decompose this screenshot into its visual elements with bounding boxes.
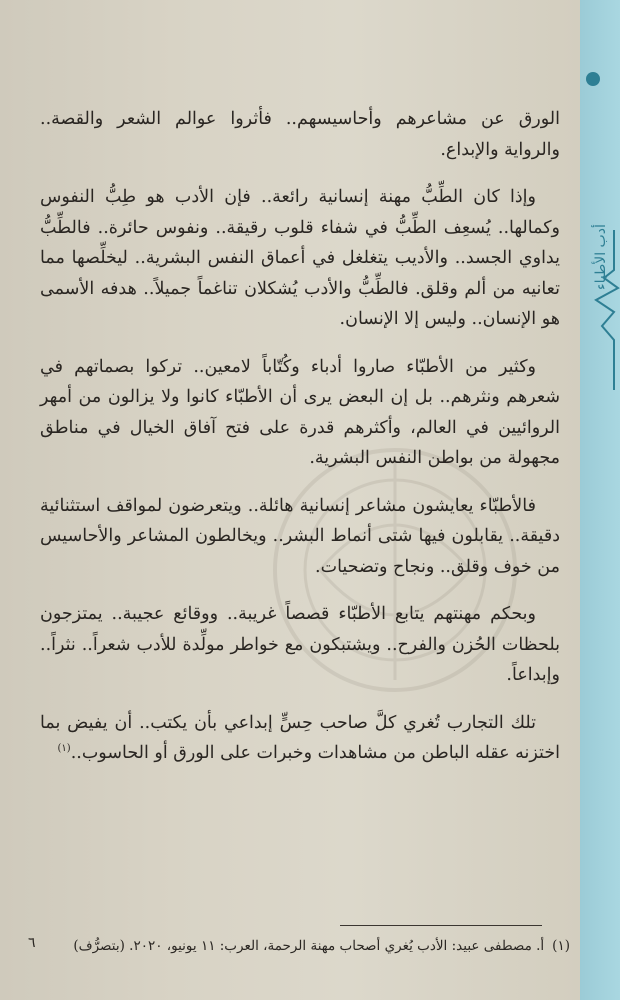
paragraph-3: وكثير من الأطبّاء صاروا أدباء وكُتّاباً لامعين.. تركوا بصماتهم في شعرهم ونثرهم.. بل إن البعض يرى أن الأطبّاء كانوا ولا يزالون من أمهر الروائيين في العالم، وأكثرهم قدرة على فتح آفاق الخيال في مناطق مجهولة من بواطن النفس البشرية.	[40, 356, 560, 468]
paragraph-6	[40, 708, 560, 769]
paragraph-2: وإذا كان الطِّبُّ مهنة إنسانية رائعة.. فإن الأدب هو طِبُّ النفوس وكمالها.. يُسعِف الطِّبُّ في شفاء قلوب رقيقة.. ونفوس حائرة.. فالطِّبُّ يداوي الجسد.. والأديب يتغلغل في أعماق النفس البشرية.. ليخلِّصها مما تعانيه من ألم وقلق. فالطِّبُّ والأدب يُشكلان تناغماً جميلاً.. هدفه الأسمى هو الإنسان.. وليس إلا الإنسان.	[40, 187, 560, 329]
footnote	[40, 935, 570, 957]
paragraph-6-text: تلك التجارب تُغري كلَّ صاحب حِسٍّ إبداعي بأن يكتب.. أن يفيض بما اختزنه عقله الباطن من مشاهدات وخبرات على الورق أو الحاسوب..	[40, 712, 560, 763]
footnote-number: (١)	[552, 938, 570, 954]
page-number: ٦	[28, 935, 36, 951]
footnote-reference: (١)	[57, 743, 71, 755]
footnote-divider	[340, 925, 542, 926]
heartbeat-line-icon	[574, 230, 620, 390]
paragraph-4: فالأطبّاء يعايشون مشاعر إنسانية هائلة.. ويتعرضون لمواقف استثنائية دقيقة.. يقابلون فيها شتى أنماط البشر.. ويخالطون المشاعر والأحاسيس من خوف وقلق.. ونجاح وتضحيات.	[40, 495, 560, 577]
paragraph-1: الورق عن مشاعرهم وأحاسيسهم.. فأثروا عوالم الشعر والقصة.. والرواية والإبداع.	[40, 109, 560, 160]
footnote-text: أ. مصطفى عبيد: الأدب يُغري أصحاب مهنة الرحمة، العرب: ١١ يونيو، ٢٠٢٠. (بتصرُّف)	[73, 938, 545, 954]
running-head: أدب الأطباء	[593, 224, 609, 290]
paragraph-5: وبحكم مهنتهم يتابع الأطبّاء قصصاً غريبة.. ووقائع عجيبة.. يمتزجون بلحظات الحُزن والفرح.. ويشتبكون مع خواطر مولِّدة للأدب شعراً.. نثراً.. وإبداعاً.	[40, 604, 560, 685]
body-text	[40, 104, 560, 786]
